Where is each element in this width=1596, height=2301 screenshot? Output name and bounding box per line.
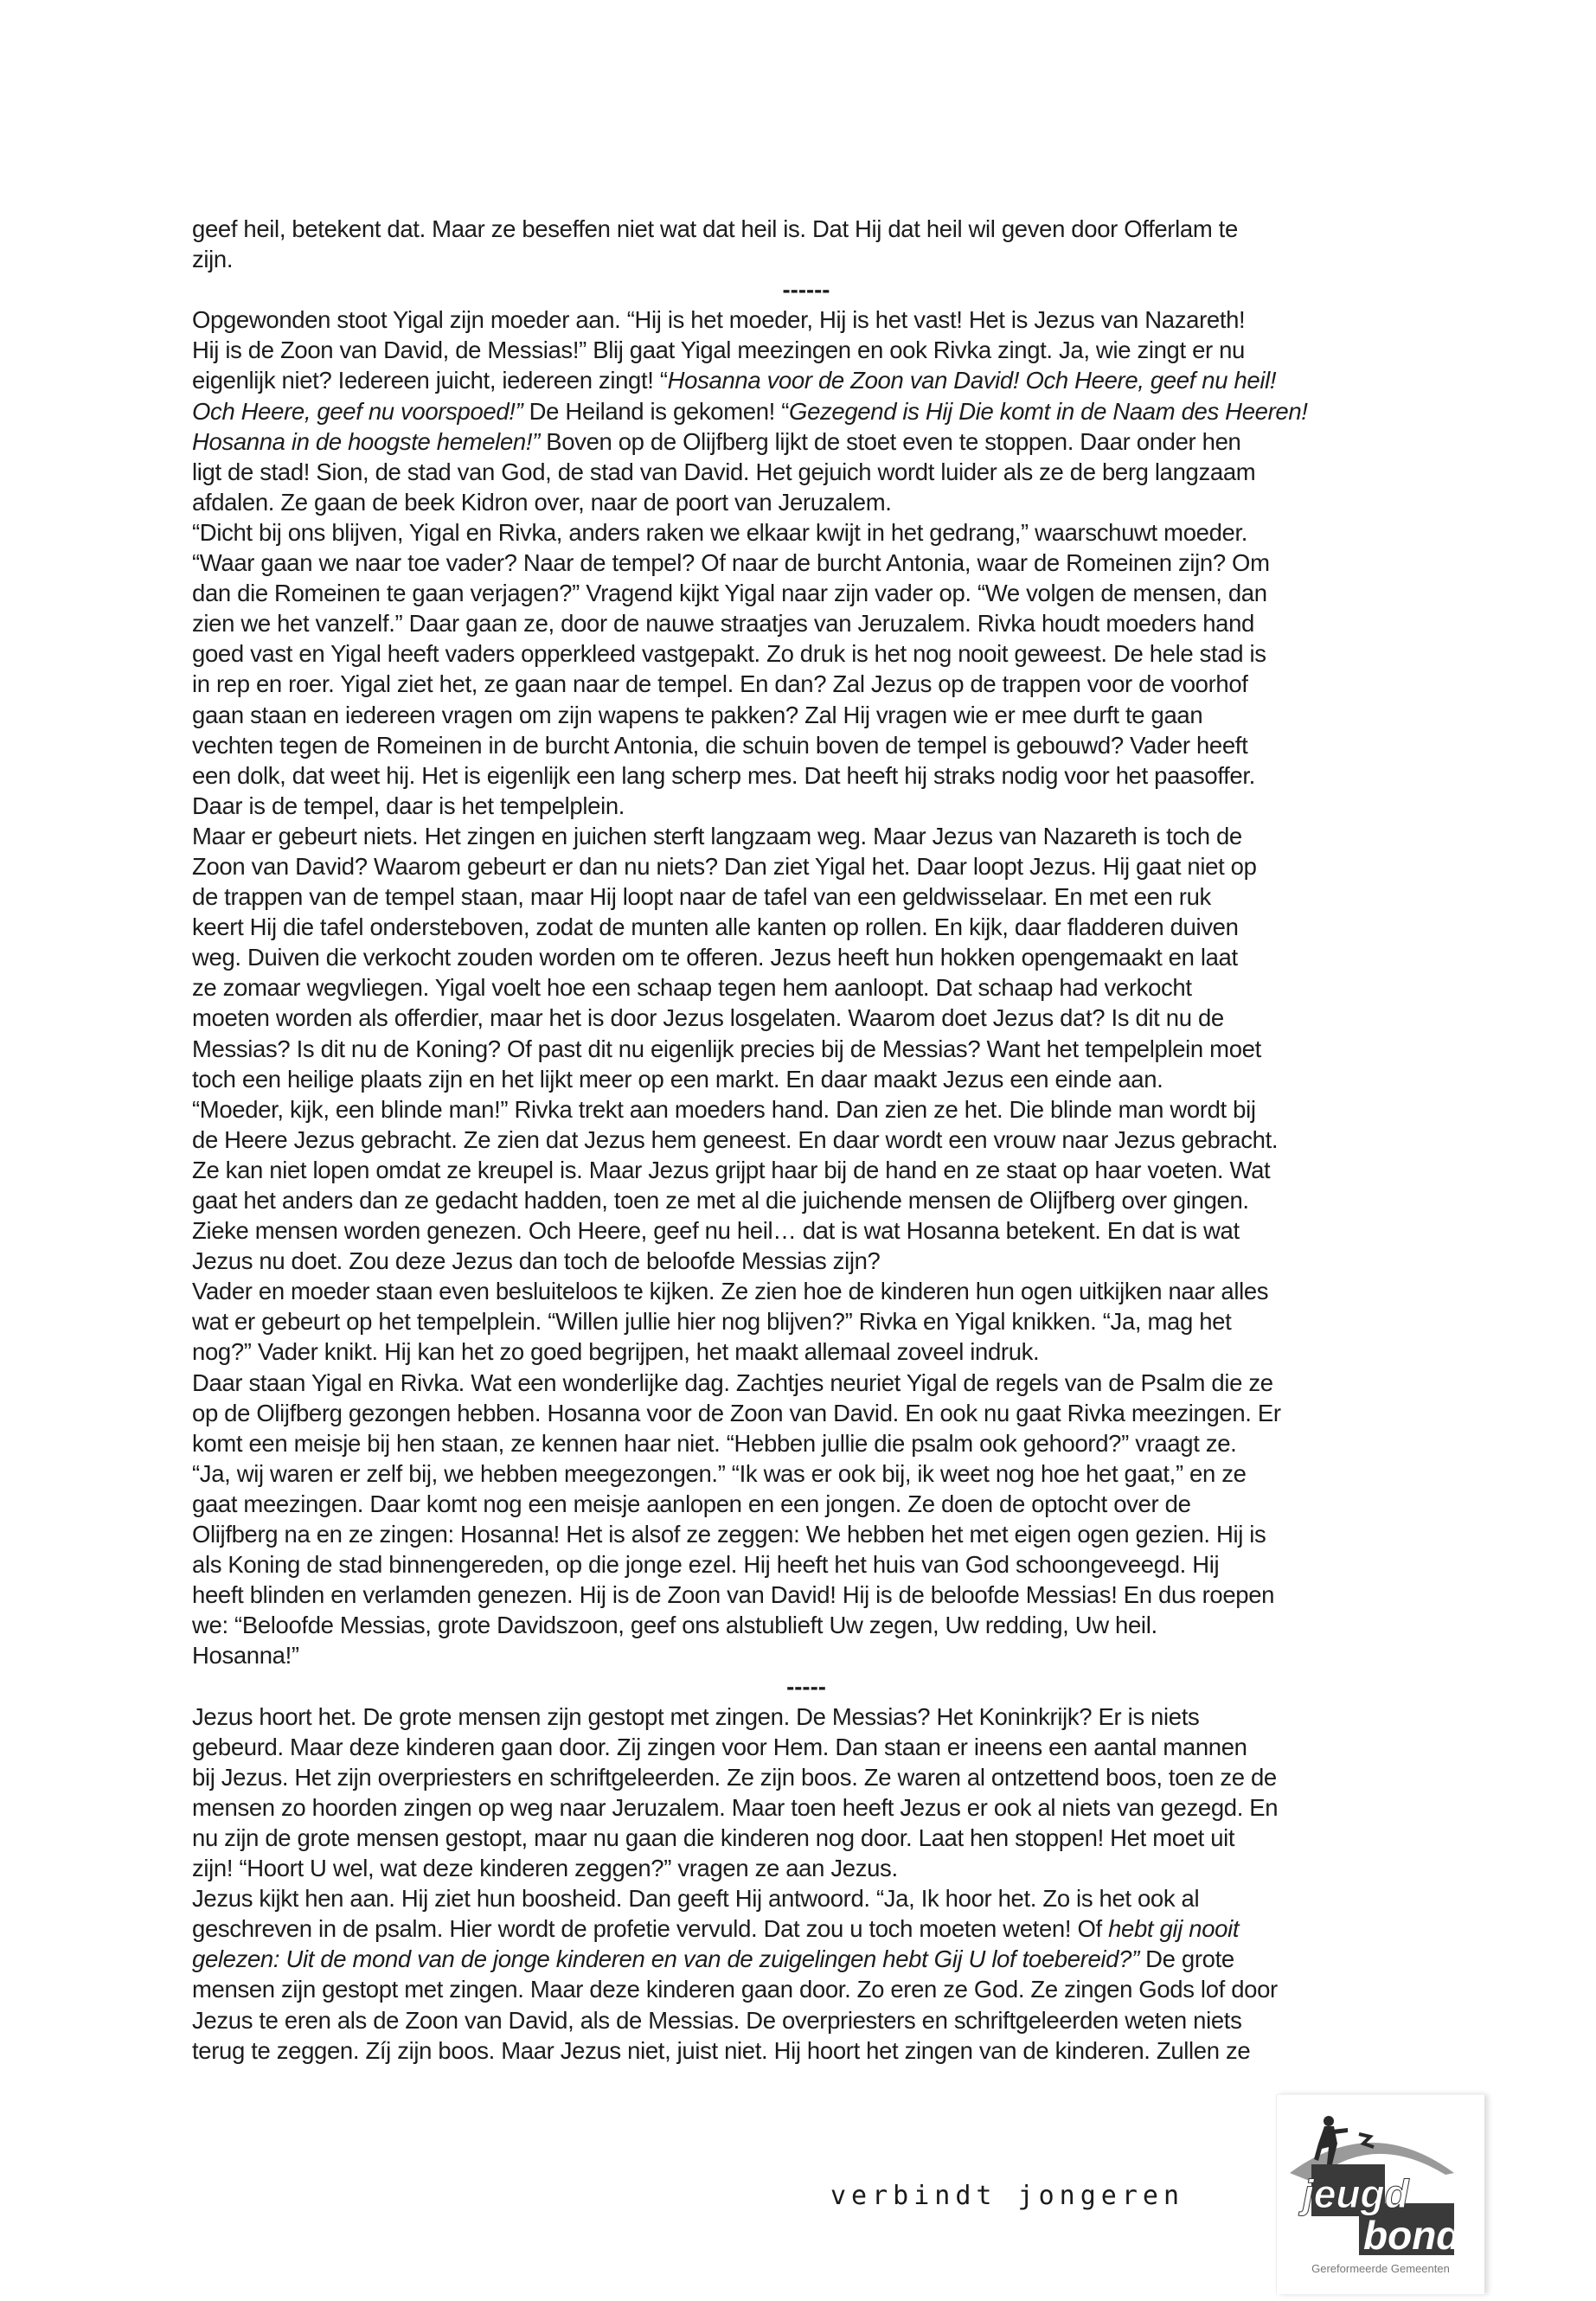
text-line xyxy=(192,1853,1420,1883)
text-line xyxy=(192,214,1420,244)
text-line xyxy=(192,1792,1420,1823)
text-segment: mensen zijn gestopt met zingen. Maar deze kinderen gaan door. Zo eren ze God. Ze zingen Gods lof door xyxy=(192,1976,1278,2003)
text-segment: in rep en roer. Yigal ziet het, ze gaan naar de tempel. En dan? Zal Jezus op de trappen voor de voorhof xyxy=(192,670,1248,698)
text-line xyxy=(192,2035,1420,2066)
text-line xyxy=(192,760,1420,791)
text-line xyxy=(192,1732,1420,1762)
text-line xyxy=(192,1762,1420,1792)
text-segment: zijn! “Hoort U wel, wat deze kinderen zeggen?” vragen ze aan Jezus. xyxy=(192,1855,898,1882)
text-segment: Jezus nu doet. Zou deze Jezus dan toch de beloofde Messias zijn? xyxy=(192,1247,881,1275)
text-segment: Hij is de Zoon van David, de Messias!” Blij gaat Yigal meezingen en ook Rivka zingt. Ja, wie zingt er nu xyxy=(192,336,1245,364)
text-segment: zijn. xyxy=(192,246,234,273)
text-line xyxy=(192,487,1420,517)
italic-quote-segment: hebt gij nooit xyxy=(1108,1915,1240,1943)
text-segment: eigenlijk niet? Iedereen juicht, iedereen zingt! “ xyxy=(192,367,668,394)
text-line xyxy=(192,2005,1420,2035)
italic-quote-segment: Hosanna in de hoogste hemelen!” xyxy=(192,427,540,455)
text-line xyxy=(192,1215,1420,1246)
text-segment: Daar staan Yigal en Rivka. Wat een wonderlijke dag. Zachtjes neuriet Yigal de regels van de Psalm die ze xyxy=(192,1368,1273,1396)
text-segment: de trappen van de tempel staan, maar Hij loopt naar de tafel van een geldwisselaar. En met een ruk xyxy=(192,883,1211,911)
italic-quote-segment: Hosanna voor de Zoon van David! Och Heere, geef nu heil! xyxy=(667,367,1277,394)
text-segment: Opgewonden stoot Yigal zijn moeder aan. “Hij is het moeder, Hij is het vast! Het is Jezus van Nazareth! xyxy=(192,306,1246,334)
text-line xyxy=(192,1702,1420,1732)
text-line xyxy=(192,304,1420,335)
text-line xyxy=(192,335,1420,365)
text-line xyxy=(192,700,1420,730)
text-line xyxy=(192,1458,1420,1489)
text-segment: mensen zo hoorden zingen op weg naar Jeruzalem. Maar toen heeft Jezus er ook al niets van gezegd. En xyxy=(192,1793,1279,1821)
text-segment: Zoon van David? Waarom gebeurt er dan nu niets? Dan ziet Yigal het. Daar loopt Jezus. Hij gaat niet op xyxy=(192,852,1257,880)
text-segment: “Dicht bij ons blijven, Yigal en Rivka, anders raken we elkaar kwijt in het gedrang,” waarschuwt moeder. xyxy=(192,518,1248,546)
text-segment: “Moeder, kijk, een blinde man!” Rivka trekt aan moeders hand. Dan zien ze het. Die blinde man wordt bij xyxy=(192,1095,1256,1123)
logo-word-jeugd: jeugd xyxy=(1303,2171,1409,2216)
text-line xyxy=(192,638,1420,669)
text-line xyxy=(192,881,1420,912)
text-segment: vechten tegen de Romeinen in de burcht Antonia, die schuin boven de tempel is gebouwd? Vader heeft xyxy=(192,731,1248,759)
story-text xyxy=(192,214,1420,2066)
text-segment: nog?” Vader knikt. Hij kan het zo goed begrijpen, het maakt allemaal zoveel indruk. xyxy=(192,1338,1040,1366)
text-segment: Jezus te eren als de Zoon van David, als de Messias. De overpriesters en schriftgeleerden weten niets xyxy=(192,2006,1242,2034)
text-line xyxy=(192,1064,1420,1094)
text-segment: Jezus hoort het. De grote mensen zijn gestopt met zingen. De Messias? Het Koninkrijk? Er is niets xyxy=(192,1702,1200,1730)
text-line xyxy=(192,244,1420,274)
text-segment: als Koning de stad binnengereden, op die jonge ezel. Hij heeft het huis van God schoongeveegd. Hij xyxy=(192,1551,1220,1579)
logo-word-bond: bond xyxy=(1363,2213,1461,2258)
text-segment: Olijfberg na en ze zingen: Hosanna! Het is alsof ze zeggen: We hebben het met eigen ogen gezien. Hij is xyxy=(192,1521,1266,1548)
text-line xyxy=(192,1610,1420,1640)
text-line xyxy=(192,1034,1420,1064)
text-line xyxy=(192,1398,1420,1428)
text-segment: Boven op de Olijfberg lijkt de stoet even te stoppen. Daar onder hen xyxy=(539,427,1241,455)
text-segment: op de Olijfberg gezongen hebben. Hosanna voor de Zoon van David. En ook nu gaat Rivka meezingen. Er xyxy=(192,1399,1281,1426)
text-line xyxy=(192,851,1420,881)
text-segment: komt een meisje bij hen staan, ze kennen haar niet. “Hebben jullie die psalm ook gehoord?” vraagt ze. xyxy=(192,1429,1237,1457)
text-segment: weg. Duiven die verkocht zouden worden om te offeren. Jezus heeft hun hokken opengemaakt en laat xyxy=(192,944,1238,971)
text-segment: een dolk, dat weet hij. Het is eigenlijk een lang scherp mes. Dat heeft hij straks nodig voor het paasoffer. xyxy=(192,761,1255,789)
text-segment: ligt de stad! Sion, de stad van God, de stad van David. Het gejuich wordt luider als ze de berg langzaam xyxy=(192,458,1256,485)
text-line xyxy=(192,942,1420,972)
section-separator xyxy=(192,274,1420,304)
text-segment: Hosanna!” xyxy=(192,1642,299,1670)
text-line xyxy=(192,578,1420,608)
text-segment: Vader en moeder staan even besluiteloos te kijken. Ze zien hoe de kinderen hun ogen uitkijken naar alles xyxy=(192,1278,1269,1305)
separator-dashes: ----- xyxy=(786,1672,826,1700)
text-segment: gebeurd. Maar deze kinderen gaan door. Zij zingen voor Hem. Dan staan er ineens een aantal mannen xyxy=(192,1733,1247,1760)
text-segment: “Ja, wij waren er zelf bij, we hebben meegezongen.” “Ik was er ook bij, ik weet nog hoe het gaat,” en ze xyxy=(192,1459,1247,1487)
text-line xyxy=(192,1640,1420,1670)
text-line xyxy=(192,1003,1420,1033)
text-segment: dan die Romeinen te gaan verjagen?” Vragend kijkt Yigal naar zijn vader op. “We volgen de mensen, dan xyxy=(192,580,1267,607)
text-line xyxy=(192,1974,1420,2004)
text-line xyxy=(192,1246,1420,1276)
text-line xyxy=(192,1944,1420,1974)
text-line xyxy=(192,1094,1420,1125)
text-line xyxy=(192,821,1420,851)
text-line xyxy=(192,791,1420,821)
text-line xyxy=(192,608,1420,638)
text-line xyxy=(192,517,1420,548)
italic-quote-segment: gelezen: Uit de mond van de jonge kinderen en van de zuigelingen hebt Gij U lof toebereid?” xyxy=(192,1945,1139,1973)
text-segment: toch een heilige plaats zijn en het lijkt meer op een markt. En daar maakt Jezus een einde aan. xyxy=(192,1065,1163,1093)
slogan-text: verbindt jongeren xyxy=(830,2181,1185,2211)
text-line xyxy=(192,1580,1420,1610)
text-line xyxy=(192,1489,1420,1519)
text-segment: zien we het vanzelf.” Daar gaan ze, door de nauwe straatjes van Jeruzalem. Rivka houdt moeders hand xyxy=(192,610,1255,638)
text-line xyxy=(192,730,1420,760)
italic-quote-segment: Gezegend is Hij Die komt in de Naam des Heeren! xyxy=(789,397,1308,425)
text-segment: de Heere Jezus gebracht. Ze zien dat Jezus hem geneest. En daar wordt een vrouw naar Jezus gebracht. xyxy=(192,1125,1279,1153)
text-segment: heeft blinden en verlamden genezen. Hij is de Zoon van David! Hij is de beloofde Messias! En dus roepen xyxy=(192,1581,1275,1609)
text-segment: Daar is de tempel, daar is het tempelplein. xyxy=(192,792,625,819)
text-line xyxy=(192,1125,1420,1155)
text-segment: bij Jezus. Het zijn overpriesters en schriftgeleerden. Ze zijn boos. Ze waren al ontzettend boos, toen ze de xyxy=(192,1763,1277,1791)
text-line xyxy=(192,1823,1420,1853)
text-line xyxy=(192,1883,1420,1913)
text-segment: gaat meezingen. Daar komt nog een meisje aanlopen en een jongen. Ze doen de optocht over de xyxy=(192,1490,1191,1517)
text-segment: De grote xyxy=(1138,1945,1234,1973)
italic-quote-segment: Och Heere, geef nu voorspoed!” xyxy=(192,397,523,425)
text-segment: moeten worden als offerdier, maar het is door Jezus losgelaten. Waarom doet Jezus dat? Is dit nu de xyxy=(192,1004,1224,1032)
text-line xyxy=(192,912,1420,942)
text-segment: gaan staan en iedereen vragen om zijn wapens te pakken? Zal Hij vragen wie er mee durft te gaan xyxy=(192,701,1203,728)
logo-subtitle: Gereformeerde Gemeenten xyxy=(1311,2262,1450,2275)
text-segment: “Waar gaan we naar toe vader? Naar de tempel? Of naar de burcht Antonia, waar de Romeinen zijn? Om xyxy=(192,549,1270,577)
text-segment: Messias? Is dit nu de Koning? Of past dit nu eigenlijk precies bij de Messias? Want het tempelplein moet xyxy=(192,1035,1261,1062)
text-line xyxy=(192,365,1420,395)
text-line xyxy=(192,972,1420,1003)
text-segment: Ze kan niet lopen omdat ze kreupel is. Maar Jezus grijpt haar bij de hand en ze staat op haar voeten. Wat xyxy=(192,1156,1271,1183)
text-segment: we: “Beloofde Messias, grote Davidszoon, geef ons alstublieft Uw zegen, Uw redding, Uw heil. xyxy=(192,1612,1157,1639)
slogan-verbindt-jongeren xyxy=(830,2173,1228,2225)
jeugdbond-logo xyxy=(1276,2094,1484,2294)
logo-graphic xyxy=(1277,2095,1484,2294)
text-line xyxy=(192,669,1420,699)
text-segment: geef heil, betekent dat. Maar ze beseffen niet wat dat heil is. Dat Hij dat heil wil geven door Offerlam te xyxy=(192,215,1238,242)
text-segment: ze zomaar wegvliegen. Yigal voelt hoe een schaap tegen hem aanloopt. Dat schaap had verkocht xyxy=(192,974,1192,1002)
text-segment: Jezus kijkt hen aan. Hij ziet hun boosheid. Dan geeft Hij antwoord. “Ja, Ik hoor het. Zo is het ook al xyxy=(192,1885,1200,1913)
text-segment: De Heiland is gekomen! “ xyxy=(522,397,790,425)
text-segment: gaat het anders dan ze gedacht hadden, toen ze met al die juichende mensen de Olijfberg over gingen. xyxy=(192,1187,1249,1214)
text-line xyxy=(192,457,1420,487)
text-line xyxy=(192,1185,1420,1215)
section-separator xyxy=(192,1671,1420,1702)
text-segment: nu zijn de grote mensen gestopt, maar nu gaan die kinderen nog door. Laat hen stoppen! Het moet uit xyxy=(192,1823,1235,1851)
text-segment: wat er gebeurt op het tempelplein. “Willen jullie hier nog blijven?” Rivka en Yigal knikken. “Ja, mag het xyxy=(192,1308,1232,1336)
text-line xyxy=(192,1519,1420,1549)
text-segment: goed vast en Yigal heeft vaders opperkleed vastgepakt. Zo druk is het nog nooit geweest. De hele stad is xyxy=(192,640,1266,668)
text-line xyxy=(192,1368,1420,1398)
text-line xyxy=(192,548,1420,578)
text-segment: Maar er gebeurt niets. Het zingen en juichen sterft langzaam weg. Maar Jezus van Nazareth is toch de xyxy=(192,822,1242,849)
text-line xyxy=(192,396,1420,426)
text-line xyxy=(192,1276,1420,1306)
text-segment: terug te zeggen. Zíj zijn boos. Maar Jezus niet, juist niet. Hij hoort het zingen van de kinderen. Zullen ze xyxy=(192,2036,1251,2064)
text-line xyxy=(192,1913,1420,1944)
text-line xyxy=(192,1155,1420,1185)
text-line xyxy=(192,1549,1420,1580)
text-segment: Zieke mensen worden genezen. Och Heere, geef nu heil… dat is wat Hosanna betekent. En dat is wat xyxy=(192,1217,1240,1245)
text-segment: keert Hij die tafel ondersteboven, zodat de munten alle kanten op rollen. En kijk, daar fladderen duiven xyxy=(192,913,1239,941)
text-line xyxy=(192,1428,1420,1458)
text-segment: afdalen. Ze gaan de beek Kidron over, naar de poort van Jeruzalem. xyxy=(192,488,892,516)
separator-dashes: ------ xyxy=(782,276,830,304)
text-line xyxy=(192,1336,1420,1367)
text-segment: geschreven in de psalm. Hier wordt de profetie vervuld. Dat zou u toch moeten weten! Of xyxy=(192,1915,1109,1943)
text-line xyxy=(192,426,1420,457)
text-line xyxy=(192,1306,1420,1336)
